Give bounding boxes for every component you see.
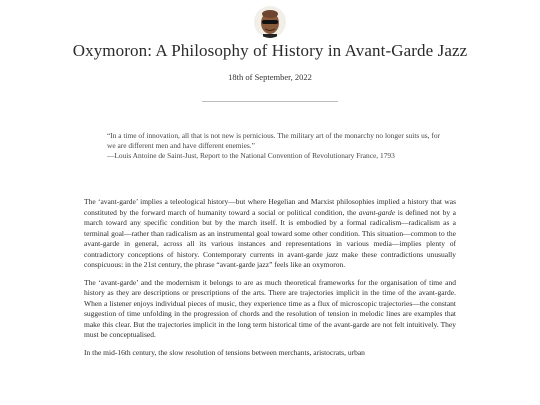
page-title: Oxymoron: A Philosophy of History in Avant-Garde Jazz [72, 41, 468, 60]
paragraph: In the mid-16th century, the slow resolution of tensions between merchants, aristocrats, urban [84, 347, 365, 357]
epigraph [107, 131, 441, 162]
title-divider [202, 101, 338, 102]
author-avatar [254, 6, 286, 38]
epigraph-attribution: —Louis Antoine de Saint-Just, Report to the National Convention of Revolutionary France, 1793 [107, 151, 395, 161]
emphasis-text: avant-garde [358, 207, 396, 217]
text-run: The ‘avant-garde’ implies a teleological history—but where Hegelian and Marxist philosophies implied a history that was constituted by the forward march of humanity toward a social or political condition, the [84, 197, 456, 217]
epigraph-quote: “In a time of innovation, all that is not new is pernicious. The military art of the monarchy no longer suits us, for we are different men and have different enemies.” [107, 131, 440, 151]
text-run: is defined not by a march toward any specific condition but by the march itself. It is embodied by a formal radicalism—radicalism as a terminal goal—rather than radicalism as an instrumental goal toward some other condition. This situation—common to the avant-garde in general, across all its various instances and representations in various media—implies plenty of contradictory conceptions of history. Contemporary currents in avant-garde [84, 207, 456, 259]
emphasis-text: jazz [326, 249, 339, 259]
paragraph: The ‘avant-garde’ and the modernism it belongs to are as much theoretical frameworks for the organisation of time and history as they are descriptions or prescriptions of the arts. There are trajectories implicit in the time of the avant-garde. When a listener enjoys individual pieces of music, they experience time as a flux of microscopic trajectories—the constant suggestion of time unfolding in the progression of chords and the resolution of tension in melodic lines are examples that make this clear. But the trajectories implicit in the long term historical time of the avant-garde are not felt intuitively. They must be conceptualised. [84, 277, 456, 339]
post-date: 18th of September, 2022 [228, 72, 312, 82]
text-run: make these contradictions unusually conspicuous: in the 21st century, the phrase “avant-garde jazz” feels like an oxymoron. [84, 249, 456, 269]
paragraph [84, 197, 456, 271]
author-portrait-icon [254, 6, 286, 38]
article-body [84, 197, 456, 365]
